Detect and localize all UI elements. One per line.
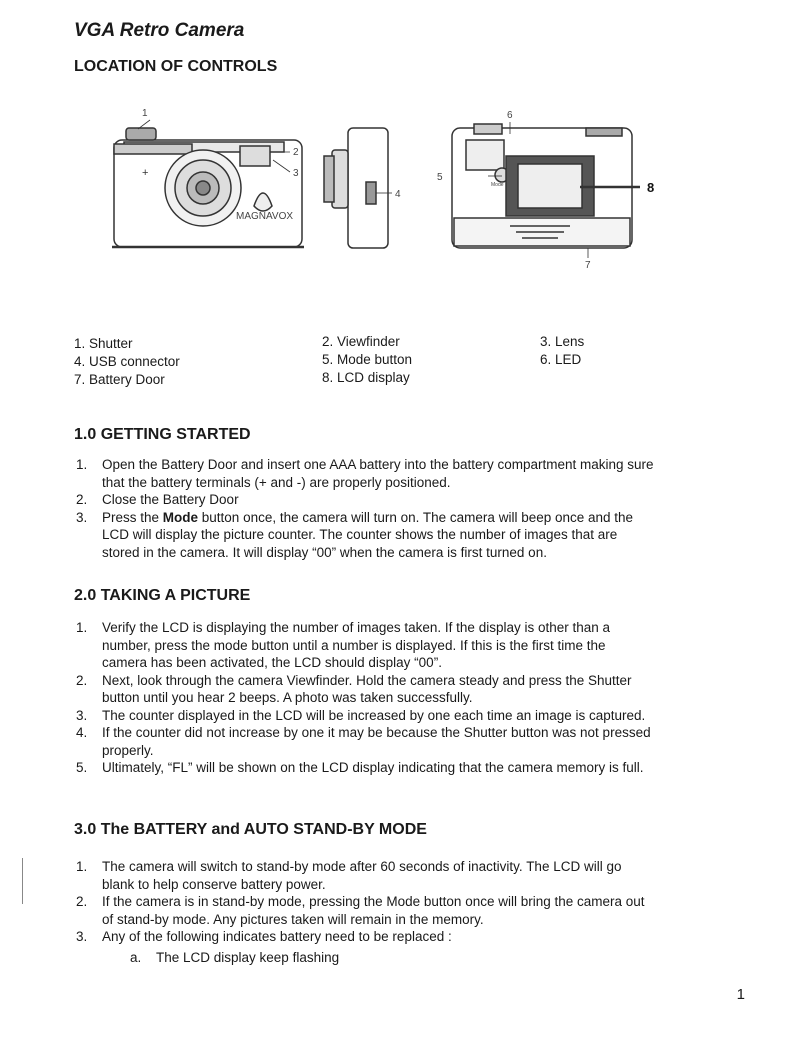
item-line: blank to help conserve battery power.: [102, 876, 326, 892]
legend-item: 1. Shutter: [74, 336, 133, 351]
item-line: The camera will switch to stand-by mode after 60 seconds of inactivity. The LCD will go: [102, 859, 622, 874]
callout-7: 7: [585, 260, 591, 271]
item-letter: a.: [130, 950, 142, 965]
item-number: 2.: [76, 492, 88, 507]
item-line: Ultimately, “FL” will be shown on the LCD display indicating that the camera memory is full.: [102, 760, 644, 775]
item-number: 2.: [76, 894, 88, 909]
item-line: stored in the camera. It will display “00” when the camera is first turned on.: [102, 544, 547, 560]
legend-column-2: [322, 333, 412, 387]
mode-keyword: Mode: [162, 509, 199, 525]
item-line: Verify the LCD is displaying the number of images taken. If the display is other than a: [102, 620, 611, 635]
callout-4: 4: [395, 189, 401, 200]
legend-item: 7. Battery Door: [74, 372, 165, 387]
legend-item: 2. Viewfinder: [322, 334, 400, 349]
list-item: [76, 619, 766, 672]
item-line: that the battery terminals (+ and -) are properly positioned.: [102, 474, 451, 490]
scan-mark: [22, 858, 23, 904]
list-item: [76, 759, 766, 777]
callout-1: 1: [142, 108, 148, 119]
list-item: [76, 672, 766, 707]
battery-heading: 3.0 The BATTERY and AUTO STAND-BY MODE: [74, 821, 427, 838]
list-item: [76, 724, 766, 759]
item-line: button until you hear 2 beeps. A photo was taken successfully.: [102, 690, 473, 705]
item-line: number, press the mode button until a number is displayed. If this is the first time the: [102, 637, 606, 653]
list-item: [130, 949, 730, 967]
item-line: Close the Battery Door: [102, 492, 239, 507]
taking-picture-heading: 2.0 TAKING A PICTURE: [74, 587, 251, 604]
callout-8: 8: [647, 180, 655, 195]
list-item: [76, 456, 766, 491]
item-number: 1.: [76, 859, 88, 874]
item-line: Open the Battery Door and insert one AAA battery into the battery compartment making sure: [102, 457, 654, 472]
item-number: 2.: [76, 672, 88, 688]
list-item: [76, 893, 766, 928]
item-line: The LCD display keep flashing: [156, 950, 340, 965]
legend-item: 4. USB connector: [74, 354, 180, 369]
camera-diagram: [90, 100, 670, 280]
callout-3: 3: [293, 168, 299, 179]
list-item: [76, 928, 766, 946]
camera-front-view: [112, 128, 304, 247]
item-number: 1.: [76, 620, 88, 635]
page-number: 1: [736, 986, 745, 1003]
item-line: The counter displayed in the LCD will be increased by one each time an image is captured.: [102, 707, 646, 723]
item-line: [102, 509, 766, 527]
mode-text: Mode: [491, 182, 504, 188]
legend-column-1: [74, 335, 180, 389]
battery-sublist: [130, 949, 730, 967]
shutter-knob: [126, 128, 156, 140]
callout-2: 2: [293, 147, 299, 158]
legend-column-3: [540, 333, 584, 369]
getting-started-heading: 1.0 GETTING STARTED: [74, 426, 251, 443]
item-line: LCD will display the picture counter. The counter shows the number of images that are: [102, 527, 618, 542]
plus-mark: +: [142, 167, 149, 179]
taking-picture-list: [76, 619, 766, 777]
legend-item: 8. LCD display: [322, 370, 410, 385]
camera-side-view: [324, 128, 388, 248]
list-item: [76, 509, 766, 562]
item-line: of stand-by mode. Any pictures taken will remain in the memory.: [102, 911, 484, 927]
legend-item: 3. Lens: [540, 334, 585, 349]
callout-6: 6: [507, 110, 513, 121]
getting-started-list: [76, 456, 766, 561]
legend-item: 5. Mode button: [322, 352, 413, 367]
item-line: properly.: [102, 742, 154, 758]
item-text: Press the: [102, 509, 163, 525]
battery-list: [76, 858, 766, 946]
item-number: 4.: [76, 725, 88, 740]
item-line: camera has been activated, the LCD should display “00”.: [102, 655, 442, 670]
item-number: 3.: [76, 707, 88, 723]
callout-5: 5: [437, 172, 443, 183]
legend-item: 6. LED: [540, 352, 582, 367]
list-item: [76, 707, 766, 725]
list-item: [76, 491, 766, 509]
item-number: 5.: [76, 760, 88, 775]
item-line: Next, look through the camera Viewfinder. Hold the camera steady and press the Shutter: [102, 672, 632, 688]
item-number: 3.: [76, 509, 88, 525]
item-number: 1.: [76, 457, 88, 472]
item-number: 3.: [76, 929, 88, 944]
item-line: Any of the following indicates battery need to be replaced :: [102, 929, 452, 944]
item-line: If the counter did not increase by one it may be because the Shutter button was not pressed: [102, 725, 651, 740]
list-item: [76, 858, 766, 893]
document-title: VGA Retro Camera: [74, 20, 245, 41]
item-text: button once, the camera will turn on. The camera will beep once and the: [198, 509, 634, 525]
item-line: If the camera is in stand-by mode, pressing the Mode button once will bring the camera out: [102, 894, 645, 909]
viewfinder-window: [240, 146, 270, 166]
controls-heading: LOCATION OF CONTROLS: [74, 58, 278, 75]
brand-text: MAGNAVOX: [236, 211, 294, 222]
